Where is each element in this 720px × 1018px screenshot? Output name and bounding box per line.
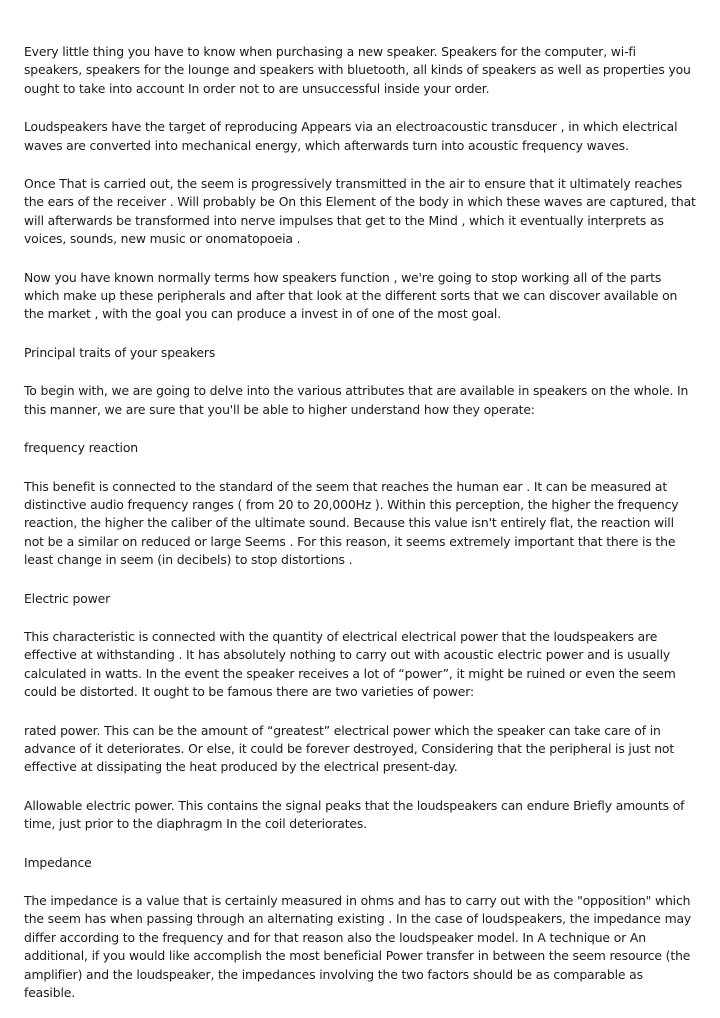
paragraph-loudspeaker-purpose: Loudspeakers have the target of reproducing Appears via an electroacoustic transducer , in which electrical waves are converted into mechanical energy, which afterwards turn into acoustic frequency waves. xyxy=(24,119,678,153)
heading-impedance: Impedance xyxy=(24,854,92,870)
paragraph-frequency-reaction: This benefit is connected to the standard of the seem that reaches the human ear . It can be measured at distinctive audio frequency ranges ( from 20 to 20,000Hz ). Within this perception, the higher the frequency reaction, the higher the caliber of the ultimate sound. Because this value isn't entirely flat, the reaction will not be a similar on reduced or large Seems . For this reason, it seems extremely important that there is the least change in seem (in decibels) to stop distortions . xyxy=(24,478,679,568)
heading-electric-power: Electric power xyxy=(24,590,111,606)
paragraph-rated-power: rated power. This can be the amount of “greatest” electrical power which the speaker can take care of in advance of it deteriorates. Or else, it could be forever destroyed, Considering that the peripheral is just not effective at dissipating the heat produced by the electrical present-day. xyxy=(24,722,675,775)
heading-principal-traits: Principal traits of your speakers xyxy=(24,344,216,360)
paragraph-allowable-power: Allowable electric power. This contains the signal peaks that the loudspeakers can endure Briefly amounts of time, just prior to the diaphragm In the coil deteriorates. xyxy=(24,797,685,832)
heading-frequency-reaction: frequency reaction xyxy=(24,440,138,456)
paragraph-speaker-parts: Now you have known normally terms how speakers function , we're going to stop working all of the parts which make up these peripherals and after that look at the different sorts that we can discover available on the market , with the goal you can produce a invest in of one of the most goal. xyxy=(24,269,678,322)
paragraph-attributes-intro: To begin with, we are going to delve into the various attributes that are available in speakers on the whole. In this manner, we are sure that you'll be able to higher understand how they operate: xyxy=(24,383,689,417)
paragraph-electric-power: This characteristic is connected with the quantity of electrical electrical power that the loudspeakers are effective at withstanding . It has absolutely nothing to carry out with acoustic electric power and is usually calculated in watts. In the event the speaker receives a lot of “power”, it might be ruined or even the seem could be distorted. It ought to be famous there are two varieties of power: xyxy=(24,628,676,700)
paragraph-impedance: The impedance is a value that is certainly measured in ohms and has to carry out with the "opposition" which the seem has when passing through an alternating existing . In the case of loudspeakers, the impedance may differ according to the frequency and for that reason also the loudspeaker model. In A technique or An additional, if you would like accomplish the most beneficial Power transfer in between the seem resource (the amplifier) and the loudspeaker, the impedances involving the two factors should be as comparable as feasible. xyxy=(24,893,692,1001)
paragraph-sound-transmission: Once That is carried out, the seem is progressively transmitted in the air to ensure that it ultimately reaches the ears of the receiver . Will probably be On this Element of the body in which these waves are captured, that will afterwards be transformed into nerve impulses that get to the Mind , which it eventually interprets as voices, sounds, new music or onomatopoeia . xyxy=(24,176,696,247)
paragraph-intro: Every little thing you have to know when purchasing a new speaker. Speakers for the computer, wi-fi speakers, speakers for the lounge and speakers with bluetooth, all kinds of speakers as well as properties you ought to take into account In order not to are unsuccessful inside your order. xyxy=(24,44,691,96)
